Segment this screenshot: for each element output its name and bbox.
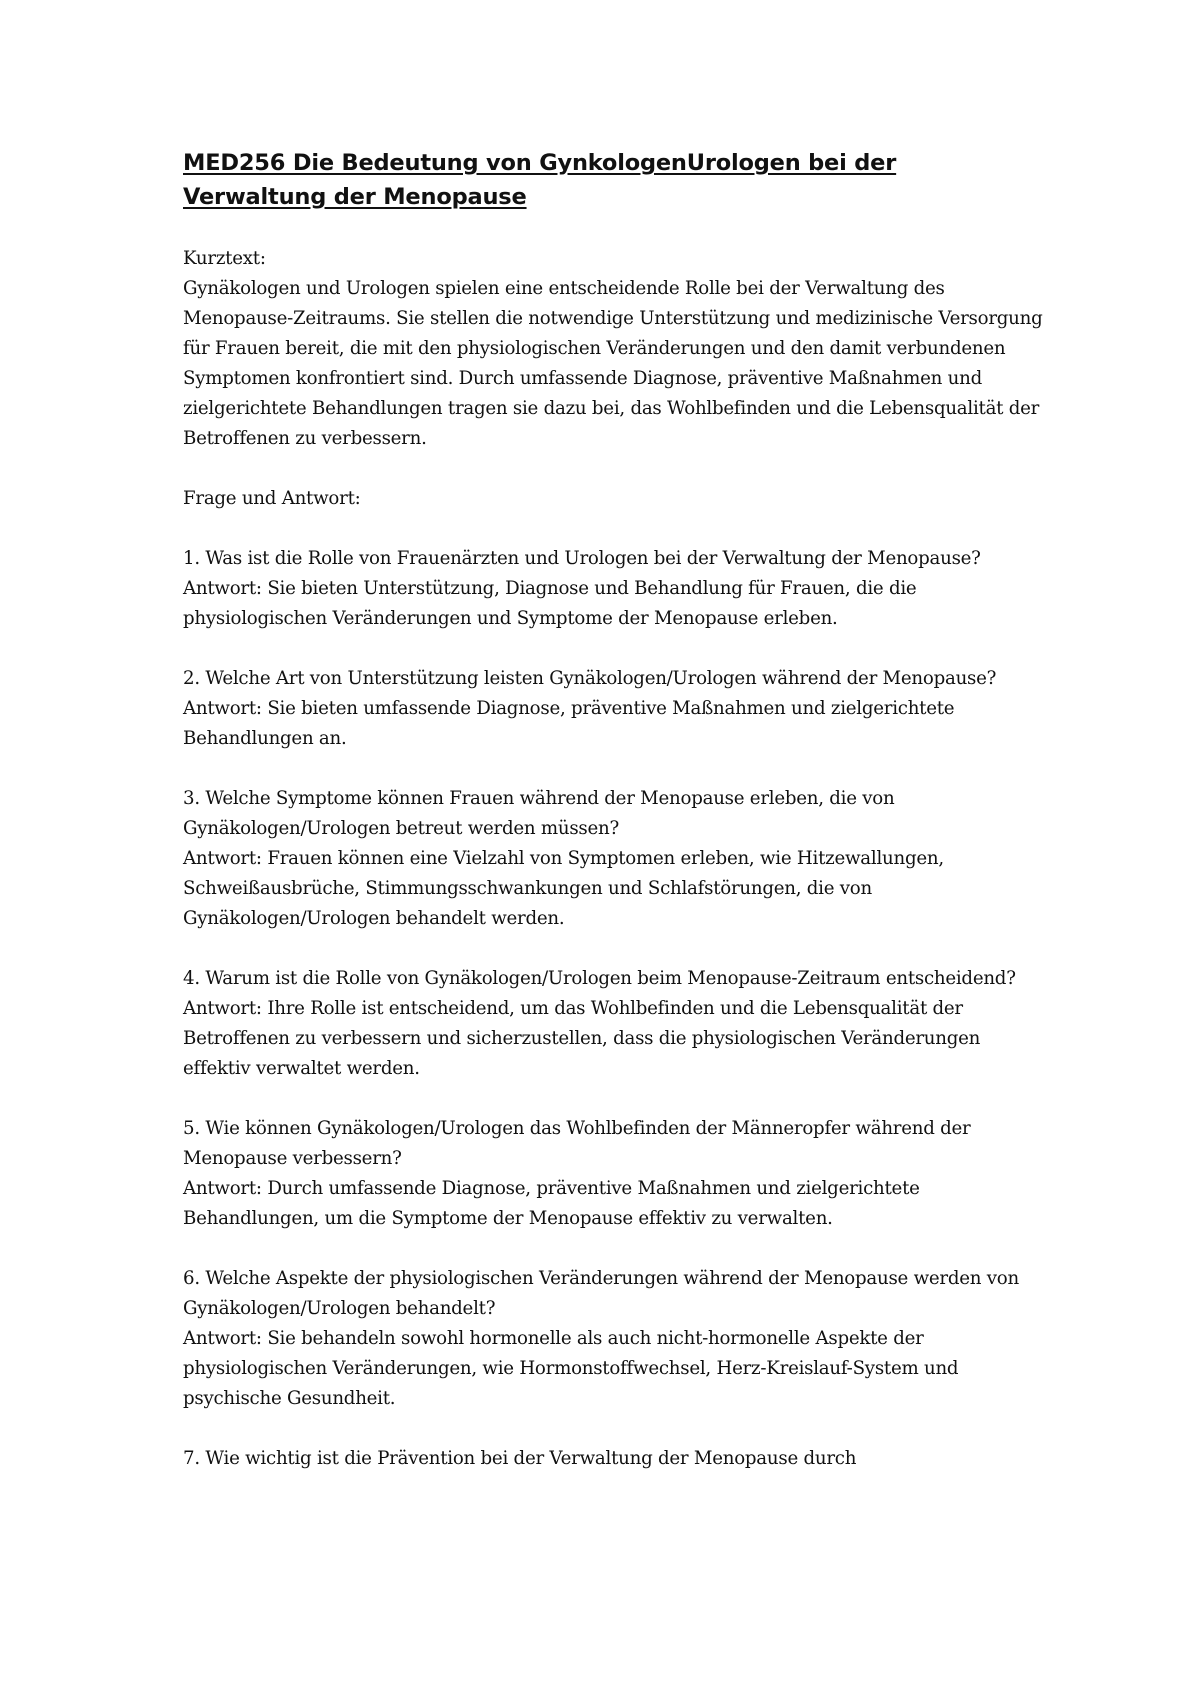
qa-item-5 [183, 1114, 1043, 1234]
document-title: MED256 Die Bedeutung von GynkologenUrologen bei der Verwaltung der Menopause [183, 150, 897, 210]
qa-answer: Antwort: Ihre Rolle ist entscheidend, um das Wohlbefinden und die Lebensqualität der Betroffenen zu verbessern und sicherzustellen, dass die physiologischen Veränderungen effektiv verwaltet werden. [183, 998, 981, 1079]
qa-item-2 [183, 664, 1043, 754]
qa-question: 5. Wie können Gynäkologen/Urologen das Wohlbefinden der Männeropfer während der Menopause verbessern? [183, 1118, 971, 1169]
qa-answer: Antwort: Sie behandeln sowohl hormonelle als auch nicht-hormonelle Aspekte der physiologischen Veränderungen, wie Hormonstoffwechsel, Herz-Kreislauf-System und psychische Gesundheit. [183, 1328, 959, 1409]
qa-item-4 [183, 964, 1043, 1084]
summary-label: Kurztext: [183, 248, 266, 269]
qa-question: 3. Welche Symptome können Frauen während der Menopause erleben, die von Gynäkologen/Urologen betreut werden müssen? [183, 788, 895, 839]
qa-question: 2. Welche Art von Unterstützung leisten Gynäkologen/Urologen während der Menopause? [183, 668, 997, 689]
qa-answer: Antwort: Sie bieten umfassende Diagnose, präventive Maßnahmen und zielgerichtete Behandlungen an. [183, 698, 955, 749]
qa-item-7 [183, 1444, 1043, 1474]
qa-answer: Antwort: Sie bieten Unterstützung, Diagnose und Behandlung für Frauen, die die physiologischen Veränderungen und Symptome der Menopause erleben. [183, 578, 917, 629]
qa-question: 1. Was ist die Rolle von Frauenärzten und Urologen bei der Verwaltung der Menopause? [183, 548, 981, 569]
qa-item-6 [183, 1264, 1043, 1414]
qa-heading-section [183, 484, 1043, 514]
qa-question: 4. Warum ist die Rolle von Gynäkologen/Urologen beim Menopause-Zeitraum entscheidend? [183, 968, 1016, 989]
qa-question: 7. Wie wichtig ist die Prävention bei der Verwaltung der Menopause durch [183, 1448, 857, 1469]
qa-answer: Antwort: Frauen können eine Vielzahl von Symptomen erleben, wie Hitzewallungen, Schweißausbrüche, Stimmungsschwankungen und Schlafstörungen, die von Gynäkologen/Urologen behandelt werden. [183, 848, 944, 929]
summary-section [183, 244, 1043, 454]
document-content [183, 146, 1043, 1474]
summary-text: Gynäkologen und Urologen spielen eine entscheidende Rolle bei der Verwaltung des Menopause-Zeitraums. Sie stellen die notwendige Unterstützung und medizinische Versorgung für Frauen bereit, die mit den physiologischen Veränderungen und den damit verbundenen Symptomen konfrontiert sind. Durch umfassende Diagnose, präventive Maßnahmen und zielgerichtete Behandlungen tragen sie dazu bei, das Wohlbefinden und die Lebensqualität der Betroffenen zu verbessern. [183, 278, 1043, 449]
qa-heading: Frage und Antwort: [183, 488, 361, 509]
qa-item-1 [183, 544, 1043, 634]
qa-item-3 [183, 784, 1043, 934]
qa-question: 6. Welche Aspekte der physiologischen Veränderungen während der Menopause werden von Gynäkologen/Urologen behandelt? [183, 1268, 1019, 1319]
qa-answer: Antwort: Durch umfassende Diagnose, präventive Maßnahmen und zielgerichtete Behandlungen, um die Symptome der Menopause effektiv zu verwalten. [183, 1178, 920, 1229]
